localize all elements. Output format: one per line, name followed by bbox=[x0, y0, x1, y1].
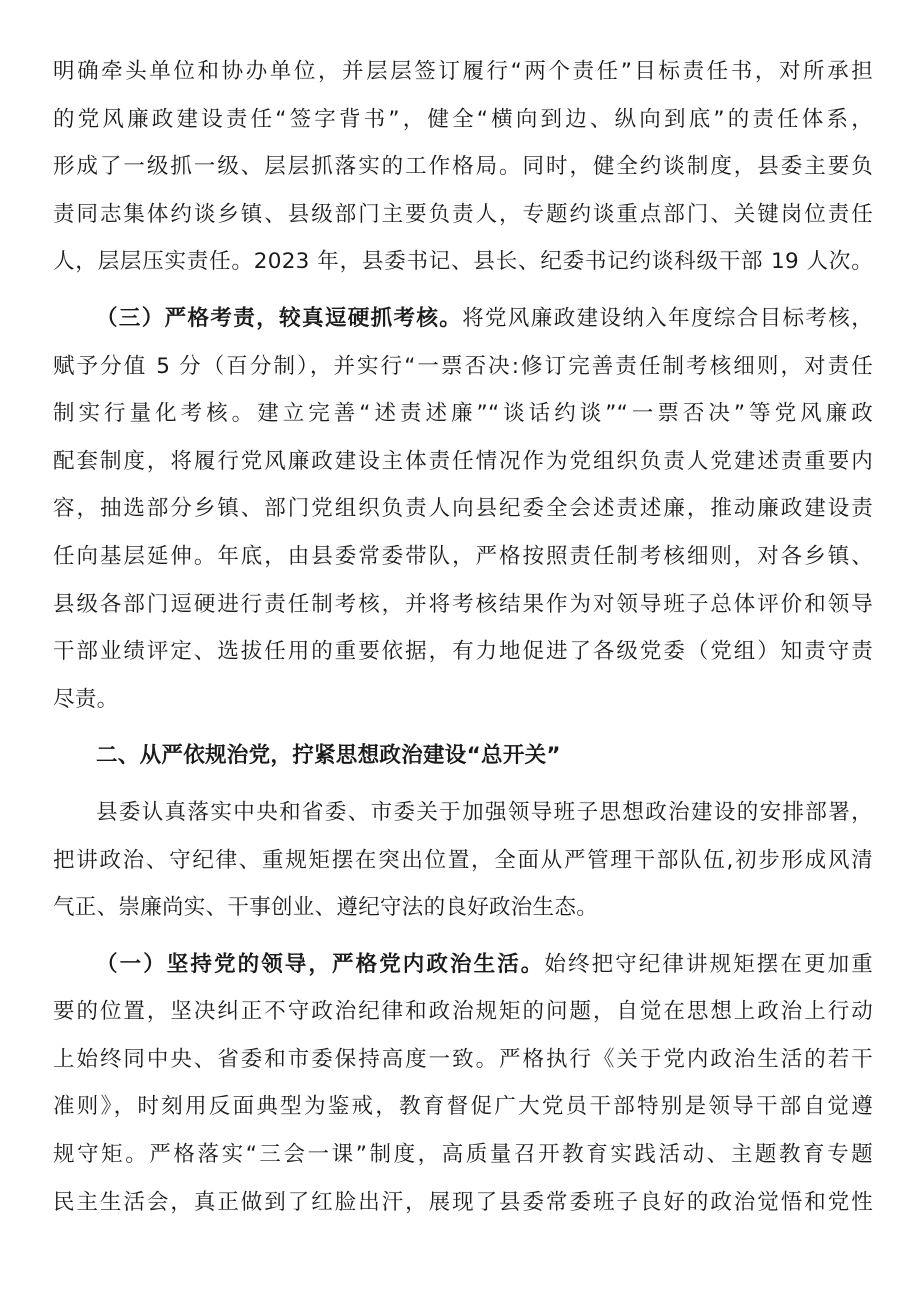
document-page bbox=[53, 48, 873, 1226]
text-line: 县委认真落实中央和省委、市委关于加强领导班子思想政治建设的安排部署， bbox=[96, 799, 873, 825]
text-line: 容，抽选部分乡镇、部门党组织负责人向县纪委全会述责述廉，推动廉政建设责 bbox=[53, 496, 873, 522]
paragraph-political-ecology bbox=[53, 789, 873, 932]
paragraph-assessment bbox=[53, 295, 873, 723]
text-line: 上始终同中央、省委和市委保持高度一致。严格执行《关于党内政治生活的若干 bbox=[53, 1046, 873, 1072]
text-line: 尽责。 bbox=[53, 686, 119, 712]
text-line: 形成了一级抓一级、层层抓落实的工作格局。同时，健全约谈制度，县委主要负 bbox=[53, 154, 873, 180]
text-line: 准则》，时刻用反面典型为鉴戒，教育督促广大党员干部特别是领导干部自觉遵 bbox=[53, 1094, 873, 1120]
text-line: 制实行量化考核。建立完善“述责述廉”“谈话约谈”“一票否决”等党风廉政 bbox=[53, 401, 873, 427]
text-line: 干部业绩评定、选拔任用的重要依据，有力地促进了各级党委（党组）知责守责 bbox=[53, 639, 873, 665]
text-line: 责同志集体约谈乡镇、县级部门主要负责人，专题约谈重点部门、关键岗位责任 bbox=[53, 201, 873, 227]
text-line: 明确牵头单位和协办单位，并层层签订履行“两个责任”目标责任书，对所承担 bbox=[53, 59, 873, 84]
text-line: 气正、崇廉尚实、干事创业、遵纪守法的良好政治生态。 bbox=[53, 895, 599, 921]
text-line bbox=[53, 295, 873, 343]
text-line: 赋予分值 5 分（百分制），并实行“一票否决:修订完善责任制考核细则，对责任 bbox=[53, 353, 873, 379]
text-line: 县级各部门逗硬进行责任制考核，并将考核结果作为对领导班子总体评价和领导 bbox=[53, 591, 873, 617]
text-line: 的党风廉政建设责任“签字背书”，健全“横向到边、纵向到底”的责任体系， bbox=[53, 106, 873, 132]
text-run: 将党风廉政建设纳入年度综合目标考核， bbox=[462, 305, 873, 331]
subsection-heading: （三）严格考责，较真逗硬抓考核。 bbox=[96, 305, 463, 331]
text-line: 把讲政治、守纪律、重规矩摆在突出位置，全面从严管理干部队伍,初步形成风清 bbox=[53, 847, 873, 873]
text-line: 人，层层压实责任。2023 年，县委书记、县长、纪委书记约谈科级干部 19 人次。 bbox=[53, 249, 873, 275]
text-line: 配套制度，将履行党风廉政建设主体责任情况作为党组织负责人党建述责重要内 bbox=[53, 448, 873, 474]
subsection-heading: （一）坚持党的领导，严格党内政治生活。 bbox=[96, 951, 545, 977]
text-line: 民主生活会，真正做到了红脸出汗，展现了县委常委班子良好的政治觉悟和党性 bbox=[53, 1189, 873, 1215]
section-heading: 二、从严依规治党，拧紧思想政治建设“总开关” bbox=[96, 743, 561, 769]
paragraph-party-leadership bbox=[53, 941, 873, 1227]
text-line: 任向基层延伸。年底，由县委常委带队，严格按照责任制考核细则，对各乡镇、 bbox=[53, 543, 873, 569]
text-line: 要的位置，坚决纠正不守政治纪律和政治规矩的问题，自觉在思想上政治上行动 bbox=[53, 999, 873, 1025]
text-line bbox=[53, 941, 873, 989]
paragraph-responsibility-system bbox=[53, 48, 873, 286]
text-line: 规守矩。严格落实“三会一课”制度，高质量召开教育实践活动、主题教育专题 bbox=[53, 1142, 873, 1168]
text-run: 始终把守纪律讲规矩摆在更加重 bbox=[544, 951, 873, 977]
